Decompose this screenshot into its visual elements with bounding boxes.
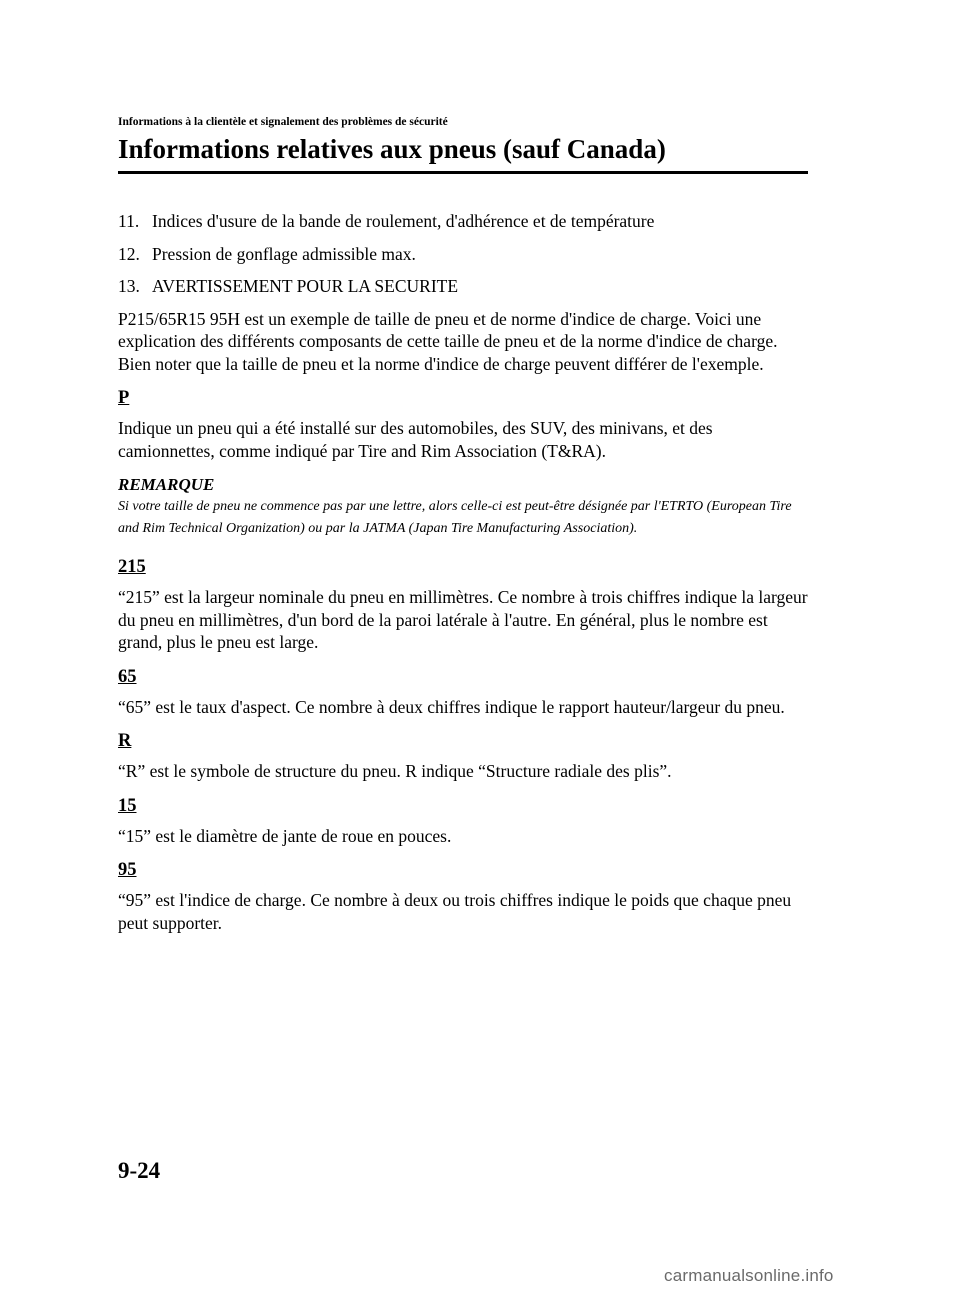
list-item (118, 210, 808, 233)
list-item (118, 275, 808, 298)
list-item-number: 12. (118, 243, 140, 264)
section-heading-15: 15 (118, 795, 137, 816)
page-content (118, 210, 808, 946)
note-label: REMARQUE (118, 475, 215, 494)
list-item-number: 13. (118, 276, 140, 296)
section-heading-215: 215 (118, 557, 146, 577)
list-item-number: 11. (118, 211, 140, 231)
watermark-link[interactable]: carmanualsonline.info (664, 1266, 834, 1285)
section-text-15: “15” est le diamètre de jante de roue en pouces. (118, 825, 452, 846)
page-title: Informations relatives aux pneus (sauf Canada) (118, 134, 666, 164)
title-rule (118, 171, 808, 174)
note-text: Si votre taille de pneu ne commence pas par une lettre, alors celle-ci est peut-être désignée par l'ETRTO (European Tire and Rim Technical Organization) ou par la JATMA (Japan Tire Manufacturing Association). (118, 499, 792, 536)
section-text-p: Indique un pneu qui a été installé sur des automobiles, des SUV, des minivans, et des camionnettes, comme indiqué par Tire and Rim Association (T&RA). (118, 418, 713, 461)
list-item-text: Indices d'usure de la bande de roulement, d'adhérence et de température (152, 211, 655, 231)
section-text-r: “R” est le symbole de structure du pneu. R indique “Structure radiale des plis”. (118, 761, 672, 781)
section-heading-p: P (118, 388, 130, 408)
section-kicker: Informations à la clientèle et signalement des problèmes de sécurité (118, 116, 448, 128)
list-item-text: Pression de gonflage admissible max. (152, 243, 416, 264)
section-text-215: “215” est la largeur nominale du pneu en millimètres. Ce nombre à trois chiffres indique la largeur du pneu en millimètres, d'un bord de la paroi latérale à l'autre. En général, plus le nombre est grand, plus le pneu est large. (118, 587, 808, 652)
page-number: 9-24 (118, 1158, 161, 1183)
list-item-text: AVERTISSEMENT POUR LA SECURITE (152, 276, 459, 296)
section-text-65: “65” est le taux d'aspect. Ce nombre à deux chiffres indique le rapport hauteur/largeur du pneu. (118, 696, 785, 717)
section-heading-r: R (118, 731, 132, 751)
section-heading-65: 65 (118, 666, 137, 687)
section-heading-95: 95 (118, 860, 137, 880)
section-text-95: “95” est l'indice de charge. Ce nombre à deux ou trois chiffres indique le poids que chaque pneu peut supporter. (118, 890, 792, 933)
intro-paragraph: P215/65R15 95H est un exemple de taille de pneu et de norme d'indice de charge. Voici une explication des différents composants de cette taille de pneu et de la norme d'indice de charge. Bien noter que la taille de pneu et la norme d'indice de charge peuvent différer de l'exemple. (118, 308, 778, 374)
list-item (118, 243, 808, 266)
